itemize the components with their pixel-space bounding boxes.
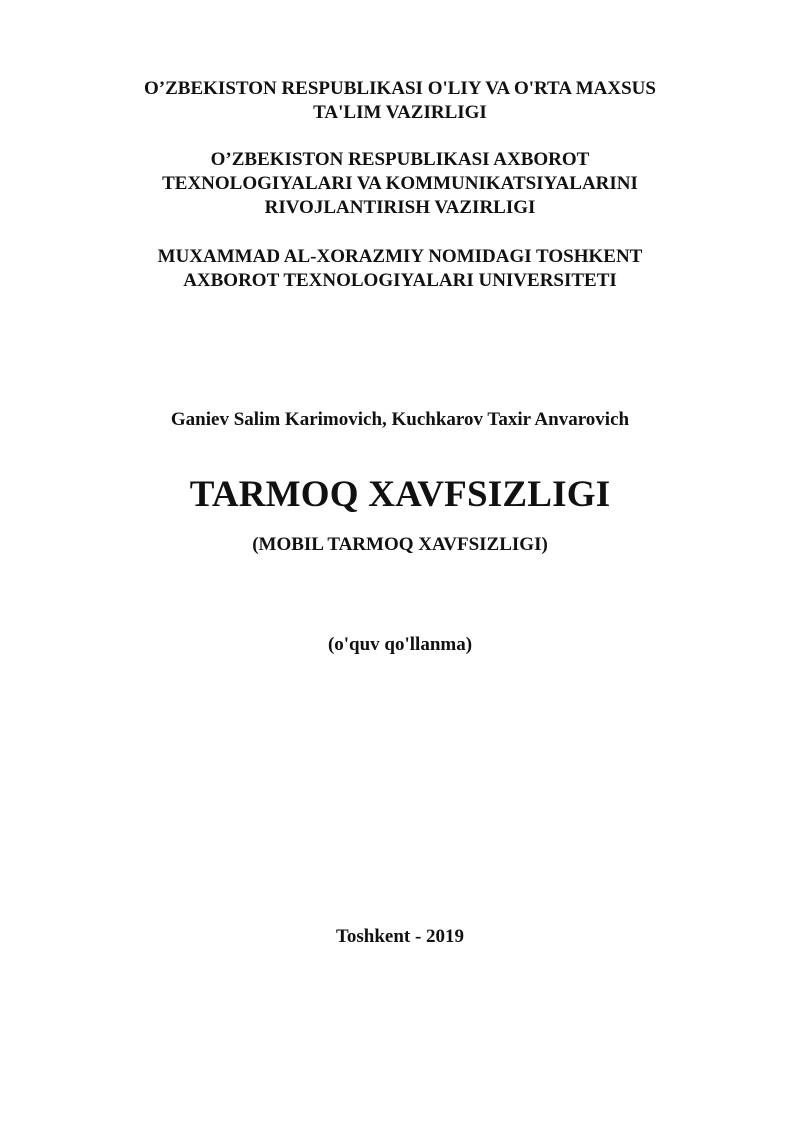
document-subtitle: (MOBIL TARMOQ XAVFSIZLIGI)	[252, 534, 548, 555]
heading-line: AXBOROT TEXNOLOGIYALARI UNIVERSITETI	[183, 270, 617, 291]
document-title: TARMOQ XAVFSIZLIGI	[189, 474, 611, 515]
heading-line: TA'LIM VAZIRLIGI	[313, 102, 487, 123]
heading-line: RIVOJLANTIRISH VAZIRLIGI	[264, 197, 536, 218]
city-and-year: Toshkent - 2019	[335, 926, 465, 947]
authors: Ganiev Salim Karimovich, Kuchkarov Taxir Anvarovich	[170, 409, 630, 430]
heading-line: MUXAMMAD AL-XORAZMIY NOMIDAGI TOSHKENT	[157, 246, 643, 267]
document-type: (o'quv qo'llanma)	[327, 634, 473, 655]
heading-line: O’ZBEKISTON RESPUBLIKASI AXBOROT	[210, 149, 590, 170]
heading-line: O’ZBEKISTON RESPUBLIKASI O'LIY VA O'RTA MAXSUS	[144, 78, 656, 99]
university-heading	[60, 245, 740, 293]
ministry-of-education-heading	[60, 77, 740, 125]
ministry-of-it-heading	[60, 148, 740, 220]
heading-line: TEXNOLOGIYALARI VA KOMMUNIKATSIYALARINI	[162, 173, 638, 194]
